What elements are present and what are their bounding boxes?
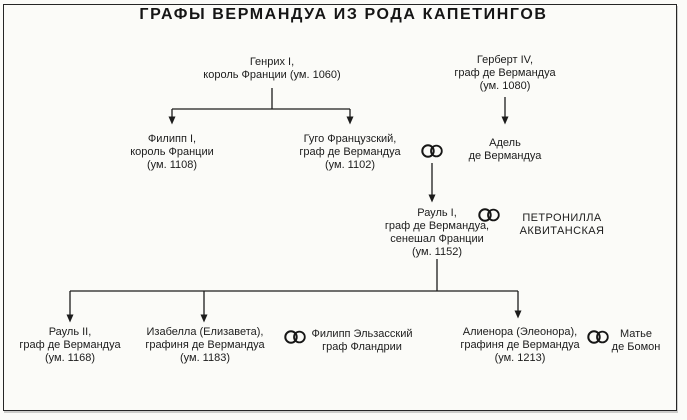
person-filipp-1 — [130, 133, 214, 172]
person-name-line: Филипп Эльзасский — [311, 328, 413, 340]
person-name-line: Генрих I, — [249, 56, 295, 68]
diagram-title: ГРАФЫ ВЕРМАНДУА ИЗ РОДА КАПЕТИНГОВ — [139, 6, 548, 23]
person-title-line: де Вермандуа — [468, 150, 542, 162]
person-name-line: Герберт IV, — [476, 54, 534, 66]
person-title-line: король Франции (ум. 1060) — [203, 69, 341, 81]
person-dates-line: (ум. 1108) — [146, 159, 198, 171]
person-gugo — [299, 133, 400, 172]
person-name-line: Адель — [489, 137, 521, 149]
person-title-line: граф де Вермандуа — [299, 146, 401, 158]
person-name-line: Рауль II, — [48, 326, 92, 338]
marriage-rings-icon — [585, 329, 611, 345]
person-alienora — [460, 326, 579, 365]
marriage-rings-icon — [476, 207, 502, 223]
person-adel — [469, 137, 542, 163]
person-name-line: Изабелла (Елизавета), — [146, 326, 264, 338]
person-title-line: сенешал Франции — [390, 233, 484, 245]
person-title-line: граф де Вермандуа — [19, 339, 121, 351]
person-dates-line: (ум. 1152) — [411, 246, 463, 258]
marriage-rings-icon — [419, 143, 445, 159]
person-name-line: ПЕТРОНИЛЛА — [522, 212, 602, 224]
person-name-line: Рауль I, — [417, 207, 457, 219]
person-dates-line: (ум. 1168) — [44, 352, 96, 364]
person-dates-line: (ум. 1080) — [479, 80, 531, 92]
person-name-line: Алиенора (Элеонора), — [462, 326, 578, 338]
person-name-line: Матье — [619, 328, 653, 340]
person-name-line: АКВИТАНСКАЯ — [519, 225, 605, 237]
person-petronilla — [520, 212, 605, 238]
person-genrih-1 — [203, 56, 340, 82]
person-title-line: граф Фландрии — [322, 341, 402, 353]
person-mate-de-bomon — [612, 328, 661, 354]
person-dates-line: (ум. 1102) — [324, 159, 376, 171]
person-izabella — [145, 326, 264, 365]
marriage-rings-icon — [282, 329, 308, 345]
person-title-line: граф де Вермандуа — [454, 67, 556, 79]
branch-raul1-children — [70, 259, 518, 315]
person-raul-1 — [385, 207, 489, 259]
person-dates-line: (ум. 1183) — [179, 352, 231, 364]
branch-genrih-children — [172, 88, 350, 117]
person-title-line: де Бомон — [611, 341, 661, 353]
person-name-line: Гуго Французский, — [303, 133, 397, 145]
person-name-line: Филипп I, — [147, 133, 197, 145]
person-title-line: графиня де Вермандуа — [145, 339, 265, 351]
person-gerbert-4 — [454, 54, 555, 93]
person-title-line: король Франции — [130, 146, 214, 158]
person-dates-line: (ум. 1213) — [494, 352, 546, 364]
person-raul-2 — [19, 326, 120, 365]
person-title-line: графиня де Вермандуа — [460, 339, 580, 351]
person-title-line: граф де Вермандуа, — [384, 220, 490, 232]
person-filipp-elzas — [312, 328, 413, 354]
